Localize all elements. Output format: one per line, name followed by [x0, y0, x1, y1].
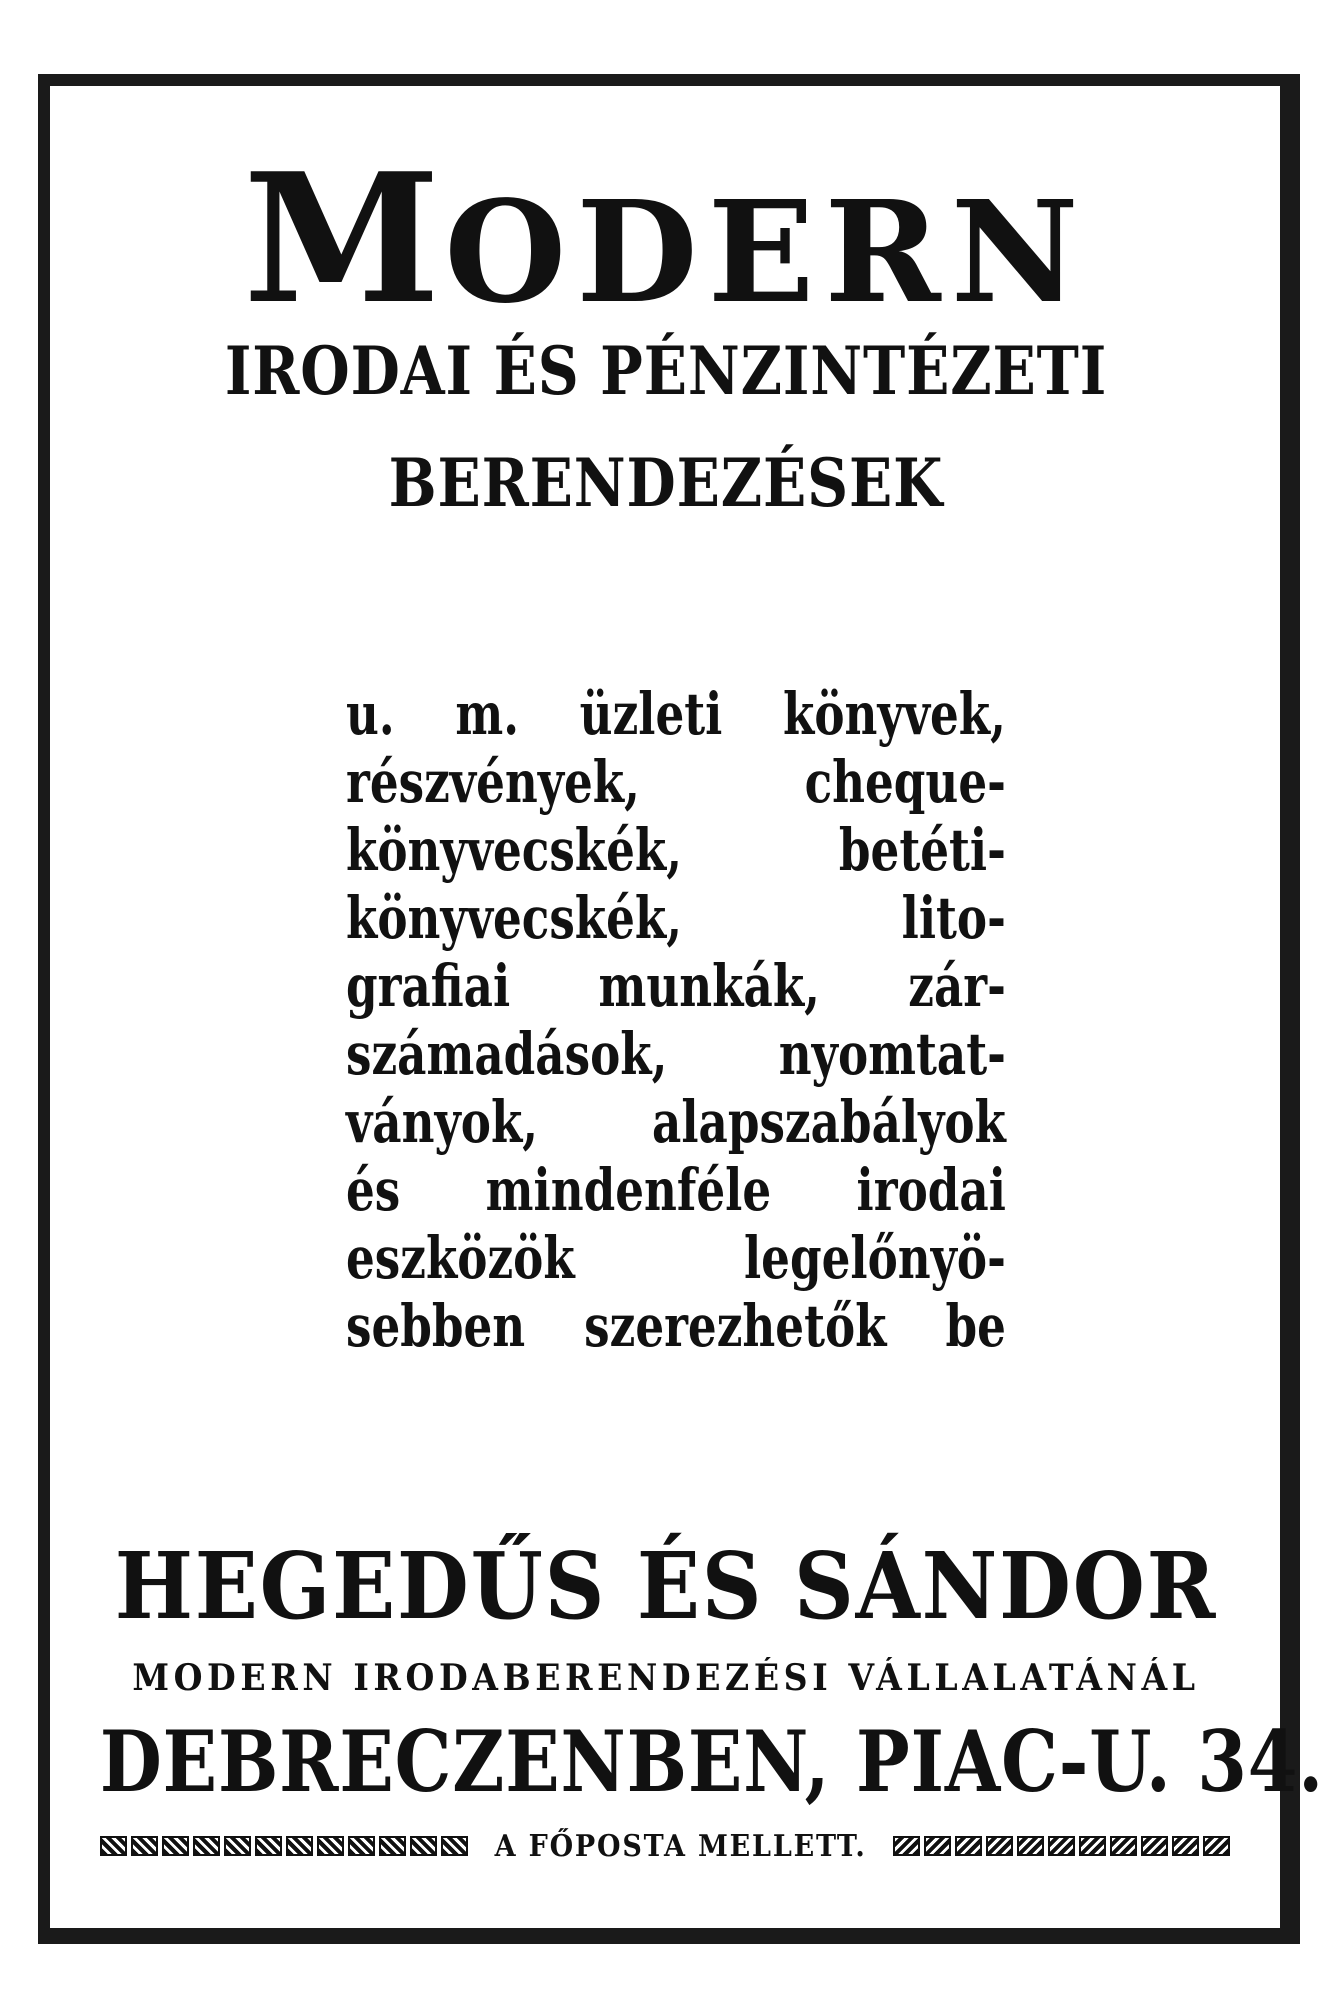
footer-note: A FŐPOSTA MELLETT. — [494, 1828, 867, 1864]
company-tagline: MODERN IRODABERENDEZÉSI VÁLLALATÁNÁL — [132, 1657, 1200, 1699]
body-line: könyvecskék, betéti- — [346, 816, 1006, 884]
body-line: számadások, nyomtat- — [346, 1020, 1006, 1088]
subtitle-line-2: BERENDEZÉSEK — [388, 444, 944, 522]
body-line: sebben szerezhetők be — [346, 1292, 1006, 1360]
company-name: HEGEDŰS ÉS SÁNDOR — [114, 1532, 1218, 1640]
body-line: könyvecskék, lito- — [346, 884, 1006, 952]
footer-row — [100, 1826, 1230, 1866]
body-line: ványok, alapszabályok — [346, 1088, 1006, 1156]
body-line: grafiai munkák, zár- — [346, 952, 1006, 1020]
subtitle-line-1: IRODAI ÉS PÉNZINTÉZETI — [224, 332, 1108, 410]
title-rest: ODERN — [444, 171, 1089, 335]
ad-title — [0, 134, 1332, 343]
leaf-ornament-right-icon — [893, 1835, 1230, 1857]
title-initial: M — [243, 134, 445, 343]
body-line: és mindenféle irodai — [346, 1156, 1006, 1224]
body-line: u. m. üzleti könyvek, — [346, 680, 1006, 748]
body-line: részvények, cheque- — [346, 748, 1006, 816]
product-list-paragraph — [346, 680, 1006, 1360]
company-address: DEBRECZENBEN, PIAC-U. 34. — [99, 1712, 1325, 1811]
leaf-ornament-left-icon — [100, 1835, 468, 1857]
body-line: eszközök legelőnyö- — [346, 1224, 1006, 1292]
